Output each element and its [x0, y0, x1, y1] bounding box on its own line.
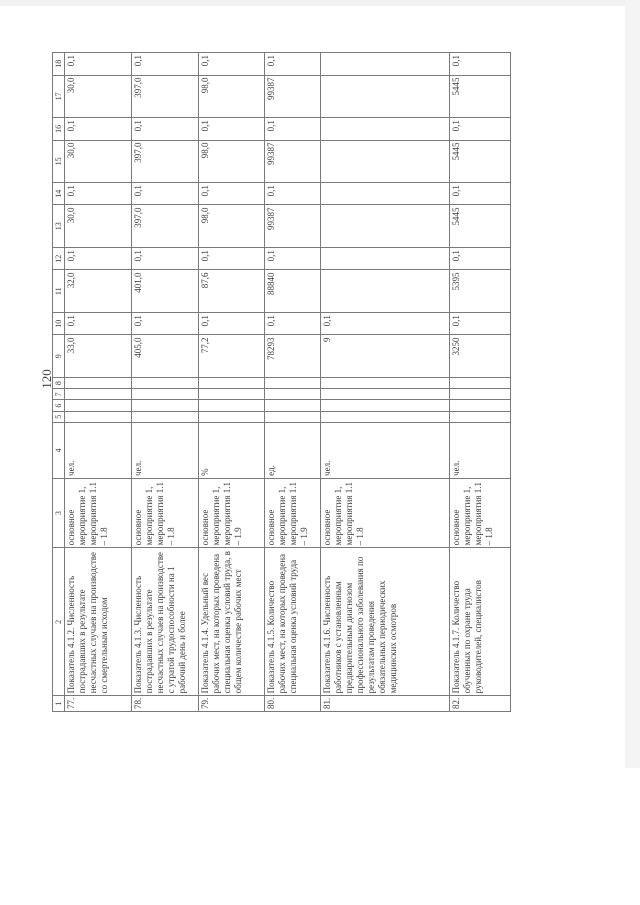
table-row [450, 53, 511, 712]
value-cell-14: 0,1 [199, 183, 265, 205]
value-cell-5 [265, 411, 321, 422]
value-cell-6 [450, 400, 511, 411]
value-cell-10: 0,1 [450, 313, 511, 335]
value-cell-6 [199, 400, 265, 411]
value-cell-15: 397,0 [132, 140, 199, 183]
table-row [265, 53, 321, 712]
value-cell-17: 30,0 [65, 75, 132, 118]
value-cell-9: 77,2 [199, 335, 265, 378]
indicator-name-cell: Показатель 4.1.5. Количество рабочих мест, на которых проведена специальная оценка условий труда [265, 548, 321, 696]
value-cell-17: 5445 [450, 75, 511, 118]
value-cell-9: 9 [321, 335, 450, 378]
value-cell-6 [132, 400, 199, 411]
value-cell-5 [321, 411, 450, 422]
column-header-6: 6 [53, 400, 65, 411]
value-cell-18: 0,1 [450, 53, 511, 76]
value-cell-16: 0,1 [450, 118, 511, 140]
value-cell-13: 99387 [265, 205, 321, 248]
unit-cell: чел. [65, 422, 132, 478]
indicator-name-cell: Показатель 4.1.3. Численность пострадавших в результате несчастных случаев на производстве с утратой трудоспособности на 1 рабочий день и более [132, 548, 199, 696]
value-cell-10: 0,1 [265, 313, 321, 335]
column-header-7: 7 [53, 389, 65, 400]
value-cell-5 [199, 411, 265, 422]
value-cell-13 [321, 205, 450, 248]
value-cell-9: 3250 [450, 335, 511, 378]
row-number-cell: 79. [199, 696, 265, 712]
column-header-18: 18 [53, 53, 65, 76]
unit-cell: ед. [265, 422, 321, 478]
indicator-name-cell: Показатель 4.1.2. Численность пострадавших в результате несчастных случаев на производстве со смертельным исходом [65, 548, 132, 696]
value-cell-16: 0,1 [265, 118, 321, 140]
value-cell-18: 0,1 [265, 53, 321, 76]
unit-cell: чел. [321, 422, 450, 478]
value-cell-11 [321, 270, 450, 313]
rotated-table-container [52, 52, 577, 712]
value-cell-8 [321, 378, 450, 389]
value-cell-12: 0,1 [265, 248, 321, 270]
value-cell-7 [199, 389, 265, 400]
table-row [321, 53, 450, 712]
value-cell-11: 87,6 [199, 270, 265, 313]
value-cell-14 [321, 183, 450, 205]
value-cell-8 [450, 378, 511, 389]
column-header-17: 17 [53, 75, 65, 118]
value-cell-12: 0,1 [199, 248, 265, 270]
row-number-cell: 77. [65, 696, 132, 712]
value-cell-17: 99387 [265, 75, 321, 118]
value-cell-8 [65, 378, 132, 389]
table-row [199, 53, 265, 712]
column-header-9: 9 [53, 335, 65, 378]
column-header-8: 8 [53, 378, 65, 389]
value-cell-18: 0,1 [65, 53, 132, 76]
scan-bottom-area [0, 768, 640, 905]
table-row [132, 53, 199, 712]
value-cell-10: 0,1 [132, 313, 199, 335]
value-cell-5 [450, 411, 511, 422]
value-cell-9: 33,0 [65, 335, 132, 378]
value-cell-8 [199, 378, 265, 389]
value-cell-7 [65, 389, 132, 400]
value-cell-18: 0,1 [132, 53, 199, 76]
event-cell: основное мероприятие 1, мероприятия 1.1 – 1.8 [65, 478, 132, 547]
value-cell-7 [321, 389, 450, 400]
value-cell-10: 0,1 [199, 313, 265, 335]
value-cell-16: 0,1 [199, 118, 265, 140]
indicator-name-cell: Показатель 4.1.7. Количество обученных по охране труда руководителей, специалистов [450, 548, 511, 696]
row-number-cell: 81. [321, 696, 450, 712]
value-cell-13: 30,0 [65, 205, 132, 248]
value-cell-7 [132, 389, 199, 400]
column-header-15: 15 [53, 140, 65, 183]
column-header-1: 1 [53, 696, 65, 712]
unit-cell: % [199, 422, 265, 478]
value-cell-11: 32,0 [65, 270, 132, 313]
value-cell-12: 0,1 [132, 248, 199, 270]
value-cell-10: 0,1 [65, 313, 132, 335]
event-cell: основное мероприятие 1, мероприятия 1.1 – 1.9 [265, 478, 321, 547]
value-cell-10: 0,1 [321, 313, 450, 335]
column-header-4: 4 [53, 422, 65, 478]
value-cell-18 [321, 53, 450, 76]
value-cell-15: 98,0 [199, 140, 265, 183]
indicator-name-cell: Показатель 4.1.6. Численность работников с установленным предварительным диагнозом профессионального заболевания по результатам проведения обязательных периодических медицинских осмотров [321, 548, 450, 696]
value-cell-11: 401,0 [132, 270, 199, 313]
value-cell-13: 5445 [450, 205, 511, 248]
value-cell-11: 5395 [450, 270, 511, 313]
event-cell: основное мероприятие 1, мероприятия 1.1 – 1.9 [199, 478, 265, 547]
page-number: 120 [39, 369, 54, 389]
value-cell-6 [65, 400, 132, 411]
scan-right-margin [625, 0, 640, 768]
value-cell-18: 0,1 [199, 53, 265, 76]
event-cell: основное мероприятие 1, мероприятия 1.1 – 1.8 [132, 478, 199, 547]
scan-top-band [0, 0, 640, 6]
row-number-cell: 80. [265, 696, 321, 712]
column-header-12: 12 [53, 248, 65, 270]
value-cell-14: 0,1 [65, 183, 132, 205]
value-cell-9: 78293 [265, 335, 321, 378]
value-cell-5 [132, 411, 199, 422]
value-cell-8 [265, 378, 321, 389]
row-number-cell: 78. [132, 696, 199, 712]
value-cell-11: 88840 [265, 270, 321, 313]
column-header-10: 10 [53, 313, 65, 335]
document-sheet [52, 52, 577, 712]
value-cell-16: 0,1 [65, 118, 132, 140]
header-row [53, 53, 65, 712]
value-cell-13: 98,0 [199, 205, 265, 248]
value-cell-13: 397,0 [132, 205, 199, 248]
event-cell: основное мероприятие 1, мероприятия 1.1 – 1.8 [450, 478, 511, 547]
value-cell-8 [132, 378, 199, 389]
value-cell-7 [450, 389, 511, 400]
value-cell-15: 5445 [450, 140, 511, 183]
value-cell-16 [321, 118, 450, 140]
indicator-table [52, 52, 511, 712]
value-cell-14: 0,1 [450, 183, 511, 205]
column-header-14: 14 [53, 183, 65, 205]
column-header-3: 3 [53, 478, 65, 547]
value-cell-17 [321, 75, 450, 118]
value-cell-6 [265, 400, 321, 411]
value-cell-12: 0,1 [65, 248, 132, 270]
column-header-16: 16 [53, 118, 65, 140]
indicator-name-cell: Показатель 4.1.4. Удельный вес рабочих мест, на которых проведена специальная оценка условий труда, в общем количестве рабочих мест [199, 548, 265, 696]
value-cell-16: 0,1 [132, 118, 199, 140]
value-cell-14: 0,1 [265, 183, 321, 205]
event-cell: основное мероприятие 1, мероприятия 1.1 – 1.8 [321, 478, 450, 547]
value-cell-15 [321, 140, 450, 183]
value-cell-15: 99387 [265, 140, 321, 183]
value-cell-6 [321, 400, 450, 411]
value-cell-12 [321, 248, 450, 270]
column-header-2: 2 [53, 548, 65, 696]
value-cell-9: 405,0 [132, 335, 199, 378]
value-cell-12: 0,1 [450, 248, 511, 270]
value-cell-17: 98,0 [199, 75, 265, 118]
value-cell-14: 0,1 [132, 183, 199, 205]
column-header-13: 13 [53, 205, 65, 248]
unit-cell: чел. [132, 422, 199, 478]
value-cell-17: 397,0 [132, 75, 199, 118]
table-row [65, 53, 132, 712]
column-header-5: 5 [53, 411, 65, 422]
row-number-cell: 82. [450, 696, 511, 712]
value-cell-7 [265, 389, 321, 400]
value-cell-5 [65, 411, 132, 422]
value-cell-15: 30,0 [65, 140, 132, 183]
column-header-11: 11 [53, 270, 65, 313]
unit-cell: чел. [450, 422, 511, 478]
